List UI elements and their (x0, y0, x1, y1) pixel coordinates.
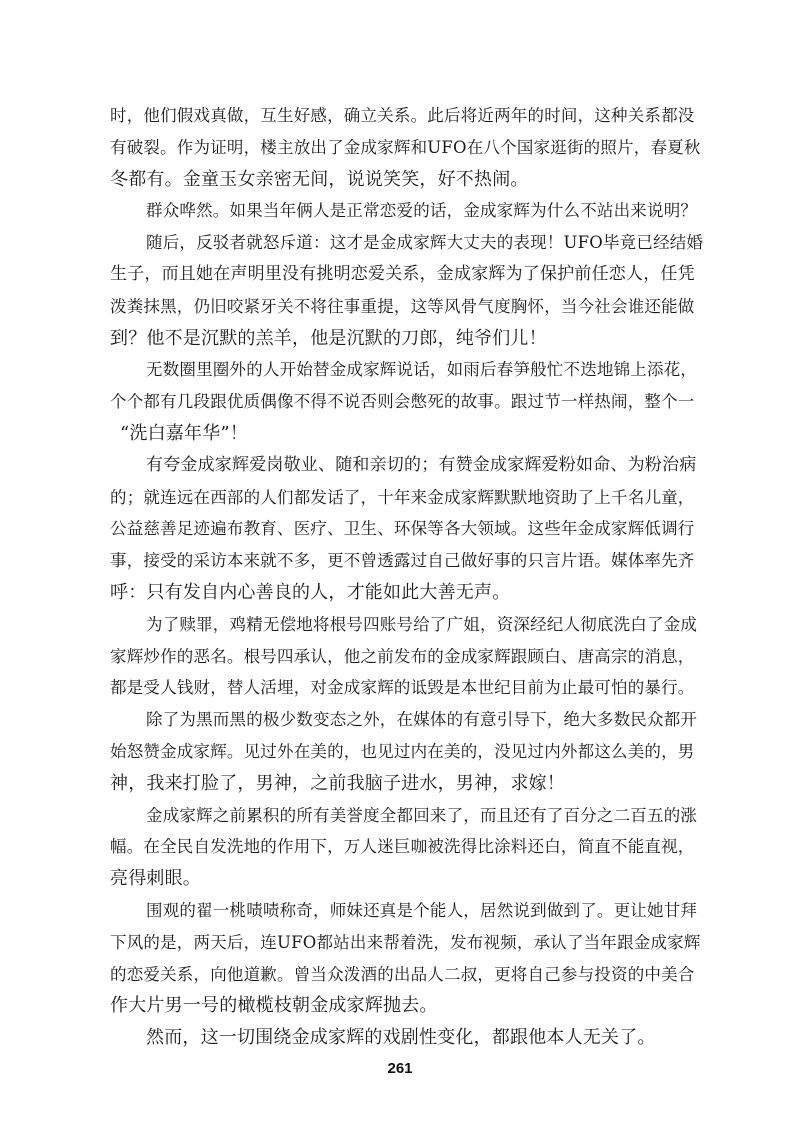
text-line: 幅。在全民自发洗地的作用下，万人迷巨咖被洗得比涂料还白，简直不能直视， (110, 837, 695, 857)
text-line: 家辉炒作的恶名。根号四承认，他之前发布的金成家辉跟顾白、唐高宗的消息， (110, 646, 695, 666)
text-line: 有破裂。作为证明，楼主放出了金成家辉和UFO在八个国家逛街的照片，春夏秋 (110, 137, 701, 157)
text-line: 除了为黑而黑的极少数变态之外，在媒体的有意引导下，绝大多数民众都开 (146, 710, 698, 730)
page-number: 261 (387, 1060, 413, 1077)
text-line: 的；就连远在西部的人们都发话了，十年来金成家辉默默地资助了上千名儿童， (110, 487, 695, 507)
text-line: 泼粪抹黑，仍旧咬紧牙关不将往事重提，这等风骨气度胸怀，当今社会谁还能做 (110, 296, 695, 316)
text-line: 始怒赞金成家辉。见过外在美的，也见过内在美的，没见过内外都这么美的，男 (110, 742, 695, 761)
text-line: 时，他们假戏真做，互生好感，确立关系。此后将近两年的时间，这种关系都没 (110, 106, 695, 125)
text-line: 下风的是，两天后，连UFO都站出来帮着洗，发布视频，承认了当年跟金成家辉 (110, 932, 701, 952)
text-line: 有夸金成家辉爱岗敬业、随和亲切的；有赞金成家辉爱粉如命、为粉治病 (146, 454, 697, 475)
text-line: 个个都有几段跟优质偶像不得不说否则会憋死的故事。跟过节一样热闹，整个一 (110, 392, 695, 412)
text-line: 为了赎罪，鸡精无偿地将根号四账号给了广姐，资深经纪人彻底洗白了金成 (146, 614, 698, 634)
text-line: 亮得刺眼。 (110, 868, 201, 890)
text-line: 围观的翟一桃啧啧称奇，师妹还真是个能人，居然说到做到了。更让她甘拜 (146, 901, 698, 920)
text-line: 到？他不是沉默的羔羊，他是沉默的刀郎，纯爷们儿！ (110, 327, 547, 349)
text-line: 作大片男一号的橄榄枝朝金成家辉抛去。 (110, 995, 438, 1017)
text-line: 事，接受的采访本来就不多，更不曾透露过自己做好事的只言片语。媒体率先齐 (110, 551, 695, 571)
text-line: 的恋爱关系，向他道歉。曾当众泼酒的出品人二叔，更将自己参与投资的中美合 (110, 964, 695, 984)
text-line: 随后，反驳者就怒斥道：这才是金成家辉大丈夫的表现！UFO毕竟已经结婚 (146, 233, 704, 253)
text-line: 无数圈里圈外的人开始替金成家辉说话，如雨后春笋般忙不迭地锦上添花， (146, 360, 698, 380)
text-line: 都是受人钱财，替人活埋，对金成家辉的诋毁是本世纪目前为止最可怕的暴行。 (110, 678, 695, 698)
text-line: 呼：只有发自内心善良的人，才能如此大善无声。 (110, 582, 511, 603)
text-line: 冬都有。金童玉女亲密无间，说说笑笑，好不热闹。 (110, 168, 529, 190)
text-line: “洗白嘉年华”！ (120, 423, 249, 444)
text-line: 公益慈善足迹遍布教育、医疗、卫生、环保等各大领域。这些年金成家辉低调行 (110, 519, 695, 539)
text-line: 群众哗然。如果当年俩人是正常恋爱的话，金成家辉为什么不站出来说明？ (146, 201, 698, 221)
text-line: 然而，这一切围绕金成家辉的戏剧性变化，都跟他本人无关了。 (146, 1027, 656, 1049)
text-line: 生子，而且她在声明里没有挑明恋爱关系，金成家辉为了保护前任恋人，任凭 (110, 264, 695, 284)
text-line: 金成家辉之前累积的所有美誉度全都回来了，而且还有了百分之二百五的涨 (146, 805, 698, 825)
text-line: 神，我来打脸了，男神，之前我脑子进水，男神，求嫁！ (110, 772, 565, 794)
